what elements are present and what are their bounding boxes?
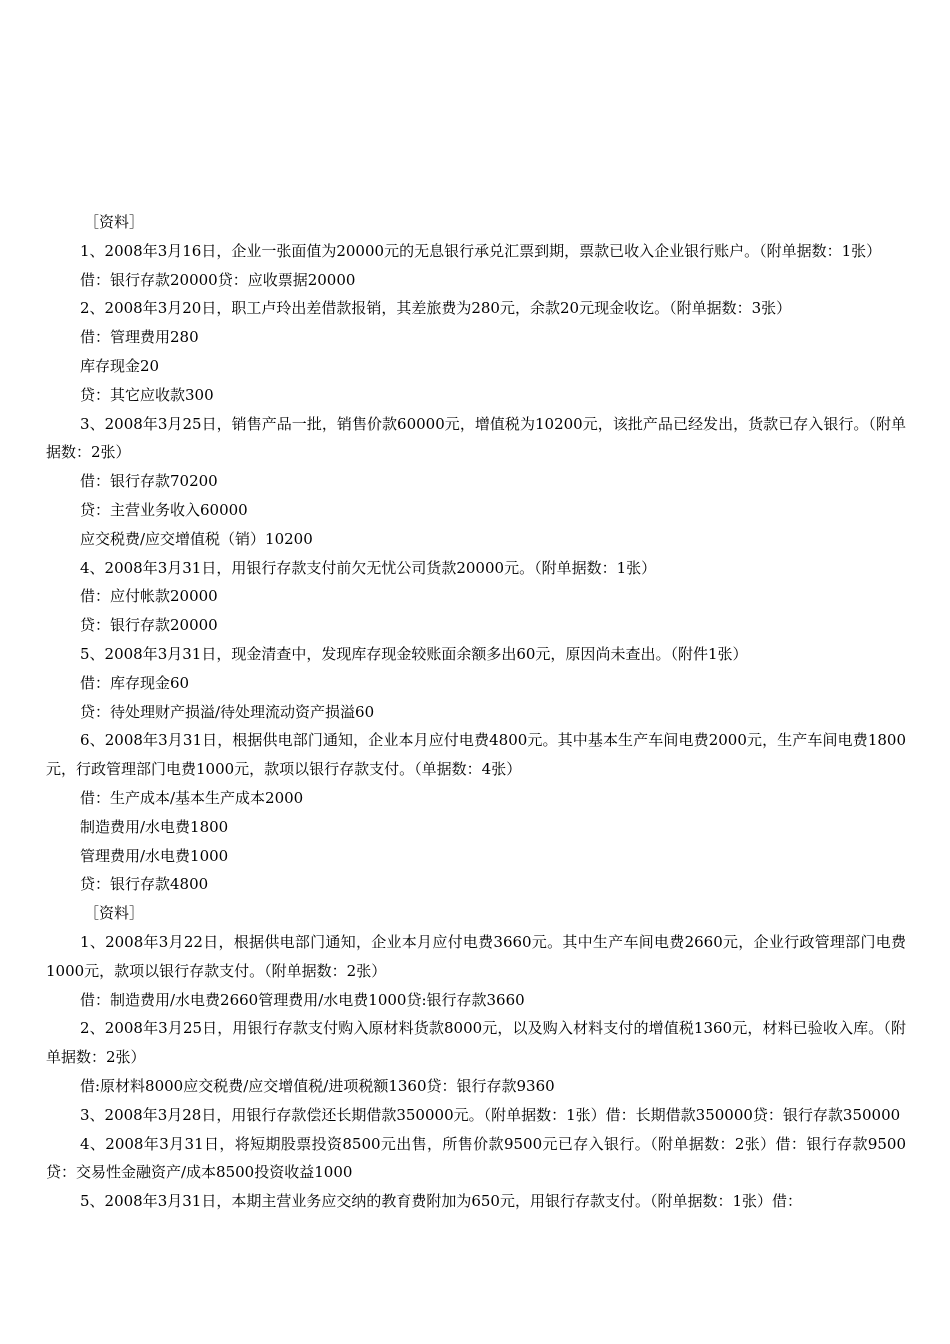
section-heading: ［资料］ [84,904,145,923]
journal-entry: 贷：银行存款20000 [80,616,218,635]
journal-entry: 借：银行存款20000贷：应收票据20000 [80,270,356,289]
document-body [46,208,906,1216]
journal-entry: 贷：其它应收款300 [80,385,214,404]
journal-entry: 借:原材料8000应交税费/应交增值税/进项税额1360贷：银行存款9360 [80,1076,555,1095]
journal-entry: 制造费用/水电费1800 [80,817,229,836]
paragraph: 3、2008年3月25日，销售产品一批，销售价款60000元，增值税为10200元，该批产品已经发出，货款已存入银行。（附单据数：2张） [46,414,906,462]
journal-entry: 借：银行存款70200 [80,472,218,491]
paragraph: 1、2008年3月22日，根据供电部门通知，企业本月应付电费3660元。其中生产车间电费2660元，企业行政管理部门电费1000元，款项以银行存款支付。（附单据数：2张） [46,932,906,980]
paragraph: 4、2008年3月31日，用银行存款支付前欠无忧公司货款20000元。（附单据数：1张） [80,558,657,577]
journal-entry: 借：应付帐款20000 [80,587,218,606]
journal-entry: 借：制造费用/水电费2660管理费用/水电费1000贷:银行存款3660 [80,990,525,1009]
journal-entry: 贷：主营业务收入60000 [80,500,248,519]
section-heading: ［资料］ [84,213,145,231]
journal-entry: 借：生产成本/基本生产成本2000 [80,788,304,807]
paragraph: 6、2008年3月31日，根据供电部门通知，企业本月应付电费4800元。其中基本生产车间电费2000元，生产车间电费1800元，行政管理部门电费1000元，款项以银行存款支付。（单据数：4张） [46,731,906,779]
paragraph: 5、2008年3月31日，现金清查中，发现库存现金较账面余额多出60元，原因尚未查出。（附件1张） [80,644,748,663]
journal-entry: 借：库存现金60 [80,673,190,692]
paragraph: 2、2008年3月25日，用银行存款支付购入原材料货款8000元，以及购入材料支付的增值税1360元，材料已验收入库。（附单据数：2张） [46,1019,906,1067]
journal-entry: 应交税费/应交增值税（销）10200 [80,529,313,548]
journal-entry: 管理费用/水电费1000 [80,846,229,865]
journal-entry: 借：管理费用280 [80,328,199,347]
paragraph: 4、2008年3月31日，将短期股票投资8500元出售，所售价款9500元已存入银行。（附单据数：2张）借：银行存款9500贷：交易性金融资产/成本8500投资收益1000 [46,1134,906,1182]
journal-entry: 贷：待处理财产损溢/待处理流动资产损溢60 [80,702,375,721]
paragraph: 5、2008年3月31日，本期主营业务应交纳的教育费附加为650元，用银行存款支付。（附单据数：1张）借： [80,1192,803,1211]
journal-entry: 贷：银行存款4800 [80,875,209,894]
paragraph: 1、2008年3月16日，企业一张面值为20000元的无息银行承兑汇票到期，票款已收入企业银行账户。（附单据数：1张） [80,241,882,260]
journal-entry: 库存现金20 [80,356,160,375]
paragraph: 3、2008年3月28日，用银行存款偿还长期借款350000元。（附单据数：1张）借：长期借款350000贷：银行存款350000 [80,1105,901,1124]
paragraph: 2、2008年3月20日，职工卢玲出差借款报销，其差旅费为280元，余款20元现金收讫。（附单据数：3张） [80,299,792,318]
